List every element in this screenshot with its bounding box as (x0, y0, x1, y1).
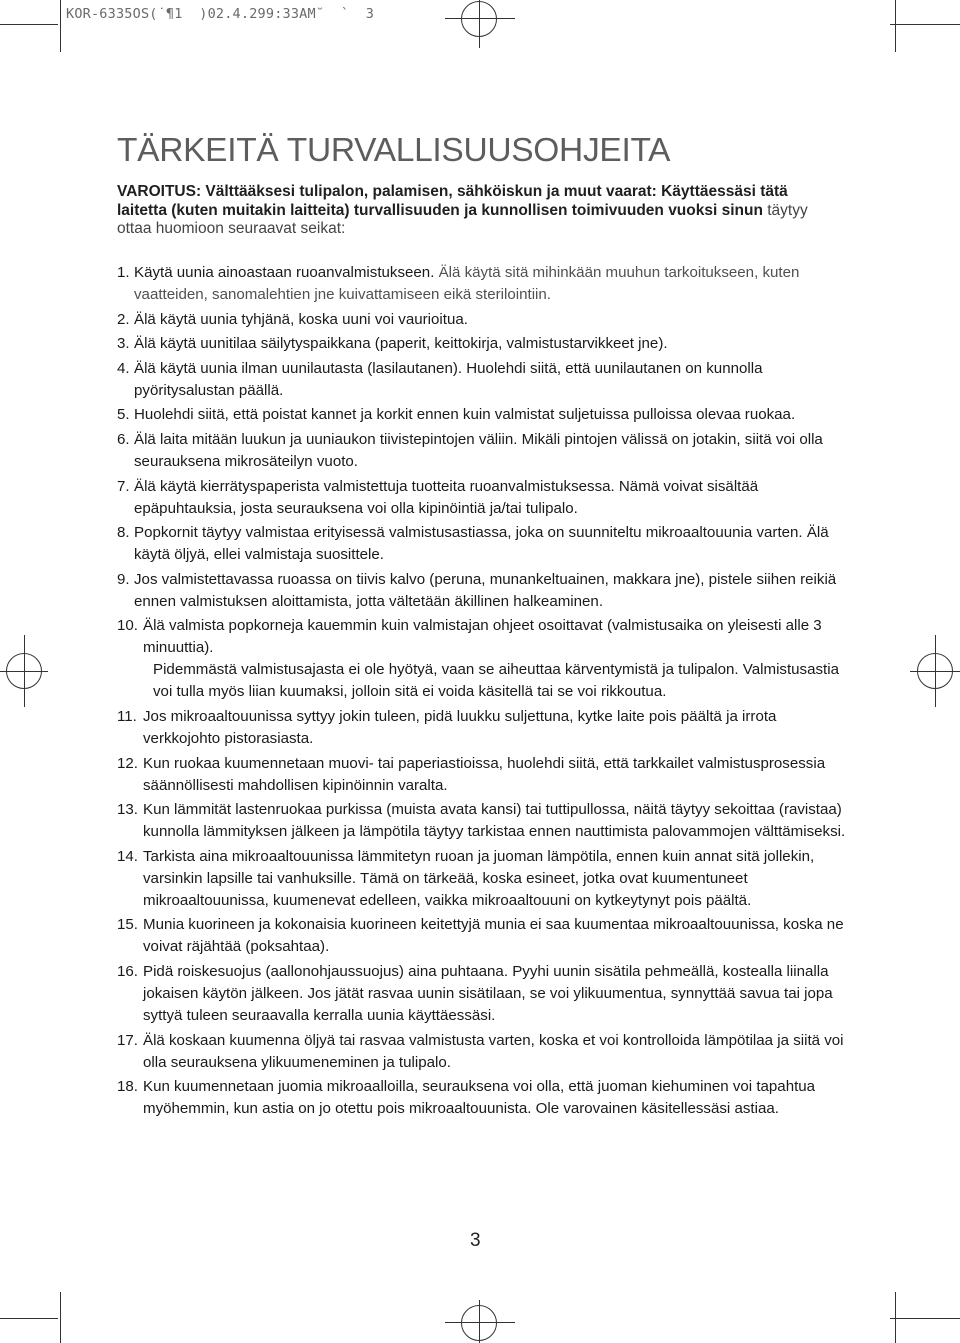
item-text (143, 615, 847, 659)
printer-slug: KOR-6335OS(˙¶1 )02.4.299:33AM˘ ` 3 (66, 6, 375, 22)
item-text-main: Pidä roiskesuojus (aallonohjaussuojus) aina puhtaana. Pyyhi uunin sisätila pehmeällä, kostealla liinalla jokaisen käytön jälkeen. Jos jätät rasvaa uunin sisätilaan, se voi ylikuumentua, synnyttää savua tai jopa syttyä tuleen seuraavalla kerralla uunia käyttäessäsi. (143, 962, 833, 1024)
item-number: 12. (117, 754, 138, 772)
item-text-main: Munia kuorineen ja kokonaisia kuorineen keitettyjä munia ei saa kuumentaa mikroaaltouunissa, koska ne voivat räjähtää (poksahtaa). (143, 916, 844, 956)
item-number: 14. (117, 847, 138, 865)
item-number: 2. (117, 310, 130, 328)
list-item (117, 522, 847, 566)
list-item (117, 358, 847, 402)
item-text-main: Kun kuumennetaan juomia mikroaalloilla, seurauksena voi olla, että juoman kiehuminen voi tapahtua myöhemmin, kun astia on jo otettu pois mikroaaltouunista. Ole varovainen käsitellessäsi astiaa. (143, 1078, 816, 1118)
item-text (134, 333, 847, 355)
item-text-main: Älä käytä uunia tyhjänä, koska uuni voi vaurioitua. (134, 310, 468, 328)
list-item (117, 429, 847, 473)
registration-target-right (917, 653, 953, 689)
list-item (117, 961, 847, 1027)
list-item (117, 615, 847, 703)
item-number: 5. (117, 406, 130, 424)
item-text (143, 846, 847, 912)
item-text-main: Käytä uunia ainoastaan ruoanvalmistukseen. (134, 264, 435, 281)
list-item (117, 914, 847, 958)
list-item (117, 1030, 847, 1074)
registration-target-bottom (461, 1305, 497, 1341)
item-number: 3. (117, 335, 130, 353)
item-text-main: Popkornit täytyy valmistaa erityisessä valmistusastiassa, joka on suunniteltu mikroaaltouunia varten. Älä käytä öljyä, ellei valmistaja suosittele. (134, 524, 829, 564)
list-item (117, 799, 847, 843)
list-item (117, 753, 847, 797)
warning-label: VAROITUS: (117, 183, 202, 200)
item-text-main: Älä koskaan kuumenna öljyä tai rasvaa valmistusta varten, koska et voi kontrolloida lämpötilaa ja siitä voi olla seurauksena ylikuumeneminen ja tulipalo. (143, 1031, 844, 1071)
item-text (143, 961, 847, 1027)
item-text (143, 753, 847, 797)
list-item (117, 333, 847, 355)
list-item (117, 1076, 847, 1120)
list-item (117, 706, 847, 750)
item-number: 18. (117, 1078, 138, 1096)
crop-mark-bottom-left (0, 1318, 58, 1319)
item-number: 9. (117, 570, 130, 588)
item-text (143, 799, 847, 843)
warning-text-continued: täytyy ottaa huomioon seuraavat seikat: (117, 201, 808, 238)
item-text-main: Älä käytä uunitilaa säilytyspaikkana (paperit, keittokirja, valmistustarvikkeet jne). (134, 335, 668, 353)
item-number: 1. (117, 264, 130, 281)
item-text (143, 1076, 847, 1120)
page-title: TÄRKEITÄ TURVALLISUUSOHJEITA (117, 132, 671, 169)
item-number: 8. (117, 524, 130, 542)
item-text (143, 914, 847, 958)
item-text (143, 706, 847, 750)
item-number: 15. (117, 916, 138, 934)
item-text-continued: Älä käytä sitä mihinkään muuhun tarkoitukseen, kuten vaatteiden, sanomalehtien jne kuivattamiseen eikä sterilointiin. (134, 264, 800, 303)
item-text (134, 569, 847, 613)
item-text-main: Älä valmista popkorneja kauemmin kuin valmistajan ohjeet osoittavat (valmistusaika on yleisesti alle 3 minuuttia). (143, 617, 822, 657)
crop-mark-top-right (890, 24, 960, 25)
list-item (117, 404, 847, 426)
item-number: 6. (117, 430, 130, 448)
item-text-main: Huolehdi siitä, että poistat kannet ja korkit ennen kuin valmistat suljetuissa pulloissa olevaa ruokaa. (134, 406, 796, 424)
item-extra-paragraph: Pidemmästä valmistusajasta ei ole hyötyä, vaan se aiheuttaa kärventymistä ja tulipalon. Valmistusastia voi tulla myös liian kuumaksi, jolloin sitä ei voida käsitellä tai se voi rikkoutua. (153, 661, 839, 701)
crop-mark-bottom-left-v (60, 1292, 61, 1343)
item-number: 11. (117, 707, 137, 725)
item-text-main: Tarkista aina mikroaaltouunissa lämmitetyn ruoan ja juoman lämpötila, ennen kuin annat sitä jollekin, varsinkin lapsille tai vanhuksille. Tämä on tärkeää, koska esineet, jotka ovat kuumentuneet mikroaaltouunissa, kuumenevat edelleen, vaikka mikroaaltouuni on kytkeytynyt pois päältä. (143, 847, 815, 909)
item-text (134, 309, 847, 331)
item-text (134, 358, 847, 402)
item-number: 13. (117, 801, 138, 819)
item-number: 10. (117, 617, 138, 635)
item-number: 4. (117, 359, 130, 377)
item-text (134, 262, 847, 306)
item-text-main: Jos mikroaaltouunissa syttyy jokin tuleen, pidä luukku suljettuna, kytke laite pois päältä ja irrota verkkojohto pistorasiasta. (143, 707, 777, 747)
crop-mark-top-left (0, 24, 58, 25)
item-text-main: Älä laita mitään luukun ja uuniaukon tiivistepintojen väliin. Mikäli pintojen välissä on jotakin, siitä voi olla seurauksena mikrosäteilyn vuoto. (134, 430, 823, 470)
item-text-main: Kun ruokaa kuumennetaan muovi- tai paperiastioissa, huolehdi siitä, että tarkkailet valmistusprosessia säännöllisesti mahdollisen kipinöinnin varalta. (143, 754, 826, 794)
crop-mark-bottom-right-v (895, 1292, 896, 1343)
page-number: 3 (470, 1230, 481, 1251)
safety-instructions-list (117, 262, 847, 1123)
warning-text: Välttääksesi tulipalon, palamisen, sähköiskun ja muut vaarat: Käyttäessäsi tätä laitetta (kuten muitakin laitteita) turvallisuuden ja kunnollisen toimivuuden vuoksi sinun (117, 183, 788, 219)
item-text (134, 429, 847, 473)
list-item (117, 262, 847, 306)
item-number: 17. (117, 1031, 138, 1049)
list-item (117, 476, 847, 520)
item-number: 7. (117, 477, 130, 495)
item-text (134, 404, 847, 426)
list-item (117, 309, 847, 331)
item-text (134, 522, 847, 566)
list-item (117, 846, 847, 912)
item-text-main: Älä käytä kierrätyspaperista valmistettuja tuotteita ruoanvalmistuksessa. Nämä voivat sisältää epäpuhtauksia, josta seurauksena voi olla kipinöintiä ja/tai tulipalo. (134, 477, 759, 517)
item-text-main: Kun lämmität lastenruokaa purkissa (muista avata kansi) tai tuttipullossa, näitä täytyy sekoittaa (ravistaa) kunnolla lämmityksen jälkeen ja lämpötila täytyy tarkistaa ennen nauttimista palovammojen välttämiseksi. (143, 801, 846, 841)
warning-paragraph (117, 183, 817, 239)
crop-mark-top-left-v (60, 0, 61, 52)
item-number: 16. (117, 962, 138, 980)
item-text (143, 1030, 847, 1074)
item-text-main: Jos valmistettavassa ruoassa on tiivis kalvo (peruna, munankeltuainen, makkara jne), pistele siihen reikiä ennen valmistuksen aloittamista, jotta vältetään äkillinen halkeaminen. (134, 570, 837, 610)
item-text (134, 476, 847, 520)
item-text-main: Älä käytä uunia ilman uunilautasta (lasilautanen). Huolehdi siitä, että uunilautanen on kunnolla pyöritysalustan päällä. (134, 359, 763, 399)
list-item (117, 569, 847, 613)
crop-mark-bottom-right (890, 1318, 960, 1319)
registration-target-top (461, 1, 497, 37)
crop-mark-top-right-v (895, 0, 896, 52)
registration-target-left (6, 653, 42, 689)
